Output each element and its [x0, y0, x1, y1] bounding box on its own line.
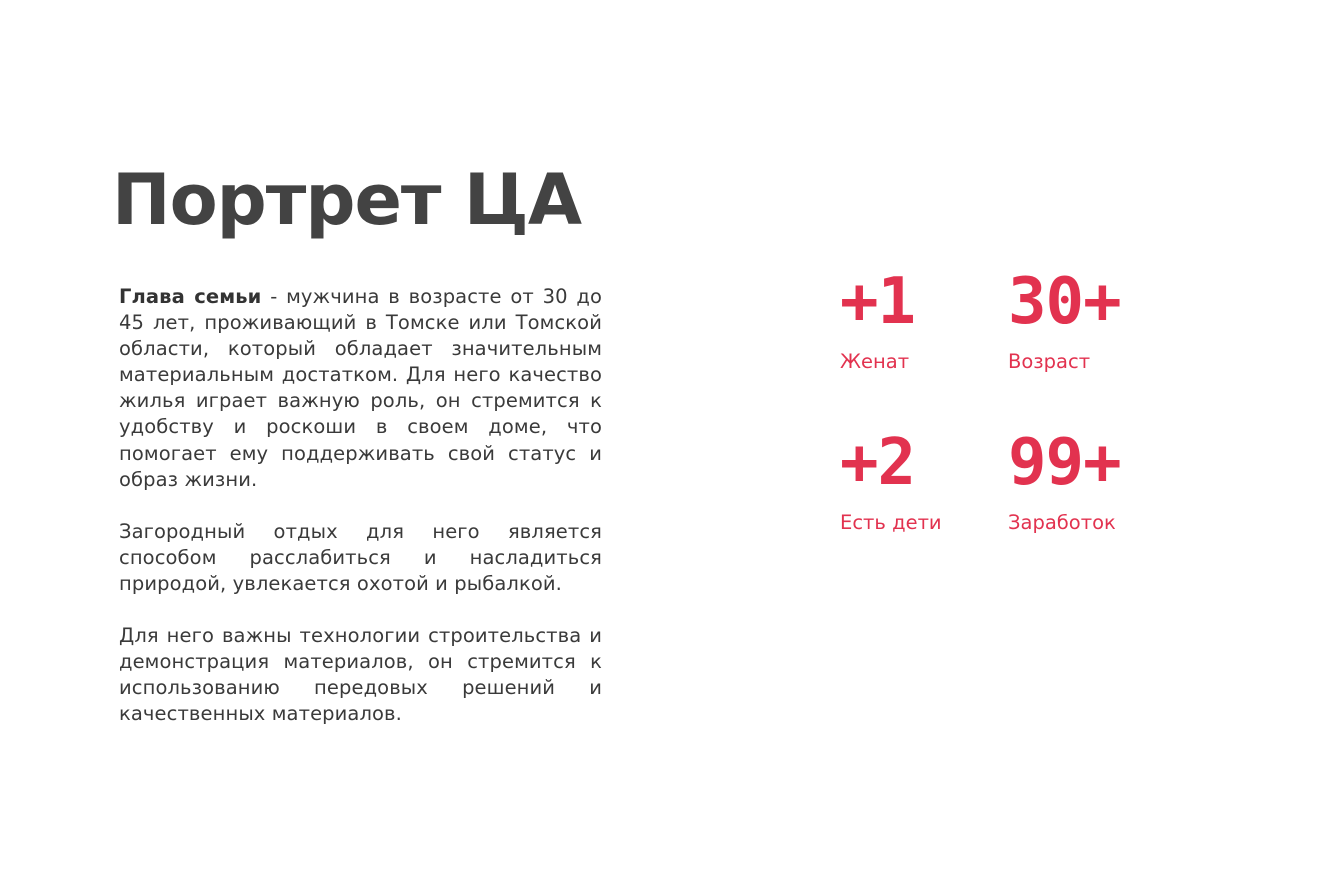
- description-lead-bold: Глава семьи: [119, 285, 262, 308]
- stat-value: 99+: [1008, 426, 1121, 500]
- description-paragraph-1: [119, 284, 602, 493]
- description-paragraph-3: Для него важны технологии строительства и демонстрация материалов, он стремится к использованию передовых решений и качественных материалов.: [119, 624, 602, 726]
- stat-income: [1008, 427, 1121, 535]
- stat-label: Есть дети: [840, 511, 942, 534]
- description-column: [119, 284, 602, 753]
- stat-married: [840, 266, 915, 374]
- stat-value: +2: [840, 426, 916, 500]
- stat-label: Женат: [840, 350, 910, 373]
- stat-label: Заработок: [1008, 511, 1116, 534]
- stat-value: 30+: [1008, 265, 1121, 339]
- stat-age: [1008, 266, 1121, 374]
- description-lead-text: - мужчина в возрасте от 30 до 45 лет, проживающий в Томске или Томской области, который обладает значительным материальным достатком. Для него качество жилья играет важную роль, он стремится к удобству и роскоши в своем доме, что помогает ему поддерживать свой статус и образ жизни.: [119, 285, 602, 491]
- stat-label: Возраст: [1008, 350, 1091, 373]
- page-title: Портрет ЦА: [112, 159, 581, 241]
- description-paragraph-2: Загородный отдых для него является способом расслабиться и насладиться природой, увлекается охотой и рыбалкой.: [119, 519, 602, 595]
- stat-value: +1: [840, 265, 916, 339]
- stat-children: [840, 427, 942, 535]
